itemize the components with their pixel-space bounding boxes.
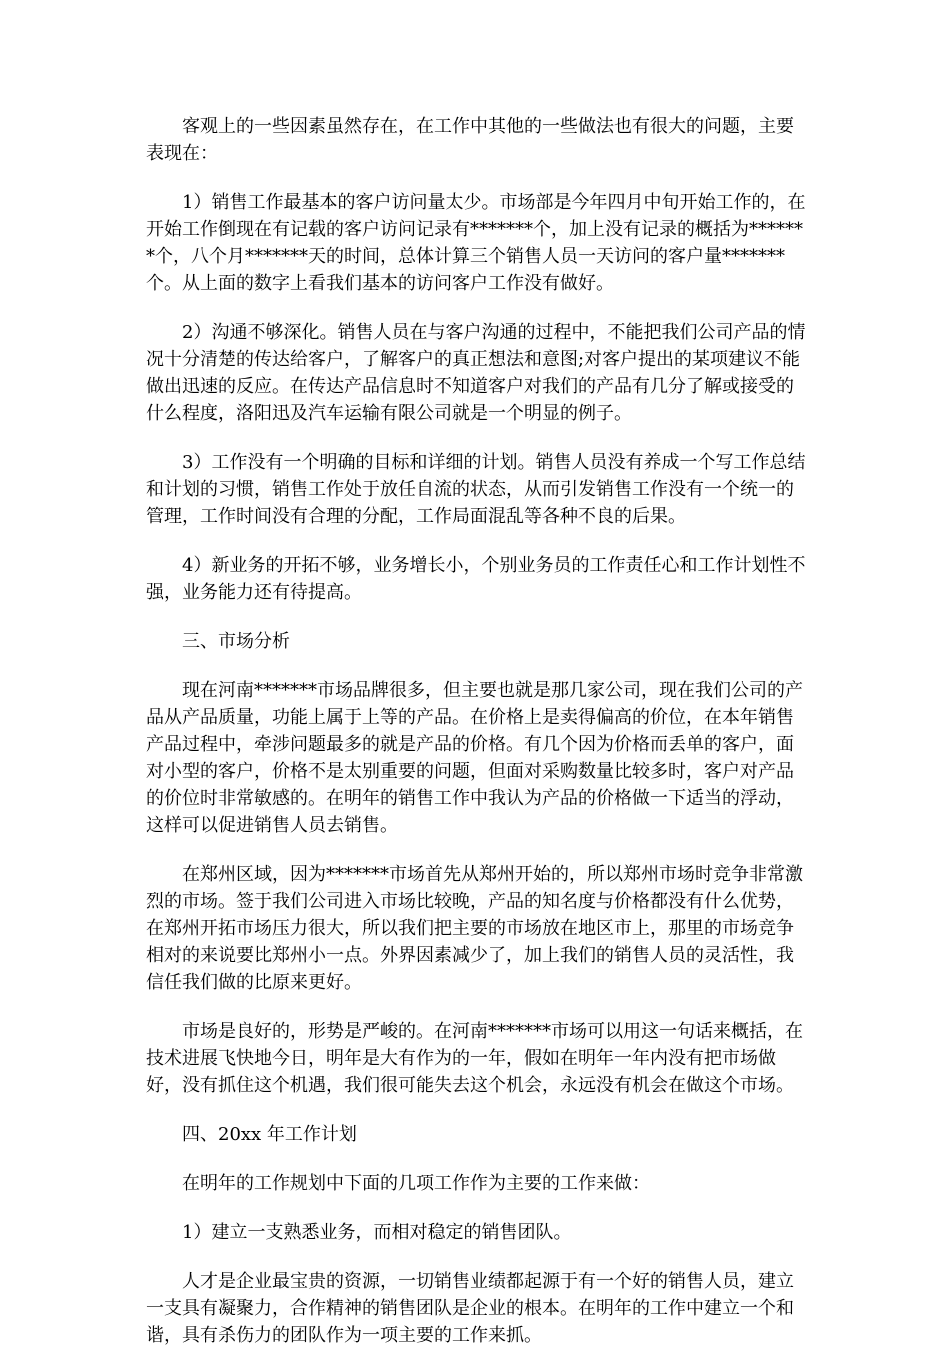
paragraph-plan-item-1: 1）建立一支熟悉业务，而相对稳定的销售团队。 <box>182 1222 572 1243</box>
section-heading-market-analysis: 三、市场分析 <box>182 631 290 652</box>
paragraph-market-1: 现在河南*******市场品牌很多，但主要也就是那几家公司，现在我们公司的产品从产品质量，功能上属于上等的产品。在价格上是卖得偏高的价位，在本年销售产品过程中，牵涉问题最多的就是产品的价格。有几个因为价格而丢单的客户，面对小型的客户，价格不是太别重要的问题，但面对采购数量比较多时，客户对产品的价位时非常敏感的。在明年的销售工作中我认为产品的价格做一下适当的浮动，这样可以促进销售人员去销售。 <box>146 680 803 836</box>
paragraph-problem-1: 1）销售工作最基本的客户访问量太少。市场部是今年四月中旬开始工作的，在开始工作倒现在有记载的客户访问记录有*******个，加上没有记录的概括为*******个，八个月*******天的时间，总体计算三个销售人员一天访问的客户量*******个。从上面的数字上看我们基本的访问客户工作没有做好。 <box>146 192 806 294</box>
paragraph-intro: 客观上的一些因素虽然存在，在工作中其他的一些做法也有很大的问题，主要表现在： <box>146 116 794 164</box>
paragraph-plan-detail-1: 人才是企业最宝贵的资源，一切销售业绩都起源于有一个好的销售人员，建立一支具有凝聚力，合作精神的销售团队是企业的根本。在明年的工作中建立一个和谐，具有杀伤力的团队作为一项主要的工作来抓。 <box>146 1271 794 1346</box>
paragraph-problem-3: 3）工作没有一个明确的目标和详细的计划。销售人员没有养成一个写工作总结和计划的习惯，销售工作处于放任自流的状态，从而引发销售工作没有一个统一的管理，工作时间没有合理的分配，工作局面混乱等各种不良的后果。 <box>146 452 806 527</box>
paragraph-market-3: 市场是良好的，形势是严峻的。在河南*******市场可以用这一句话来概括，在技术进展飞快地今日，明年是大有作为的一年，假如在明年一年内没有把市场做好，没有抓住这个机遇，我们很可能失去这个机会，永远没有机会在做这个市场。 <box>146 1021 803 1096</box>
paragraph-problem-4: 4）新业务的开拓不够，业务增长小，个别业务员的工作责任心和工作计划性不强，业务能力还有待提高。 <box>146 555 806 603</box>
document-body <box>146 113 811 1371</box>
paragraph-plan-intro: 在明年的工作规划中下面的几项工作作为主要的工作来做： <box>182 1173 650 1194</box>
paragraph-market-2: 在郑州区域，因为*******市场首先从郑州开始的，所以郑州市场时竞争非常激烈的市场。签于我们公司进入市场比较晚，产品的知名度与价格都没有什么优势，在郑州开拓市场压力很大，所以我们把主要的市场放在地区市上，那里的市场竞争相对的来说要比郑州小一点。外界因素减少了，加上我们的销售人员的灵活性，我信任我们做的比原来更好。 <box>146 864 803 993</box>
paragraph-problem-2: 2）沟通不够深化。销售人员在与客户沟通的过程中，不能把我们公司产品的情况十分清楚的传达给客户，了解客户的真正想法和意图;对客户提出的某项建议不能做出迅速的反应。在传达产品信息时不知道客户对我们的产品有几分了解或接受的什么程度，洛阳迅及汽车运输有限公司就是一个明显的例子。 <box>146 322 806 424</box>
section-heading-work-plan: 四、20xx 年工作计划 <box>182 1124 357 1145</box>
